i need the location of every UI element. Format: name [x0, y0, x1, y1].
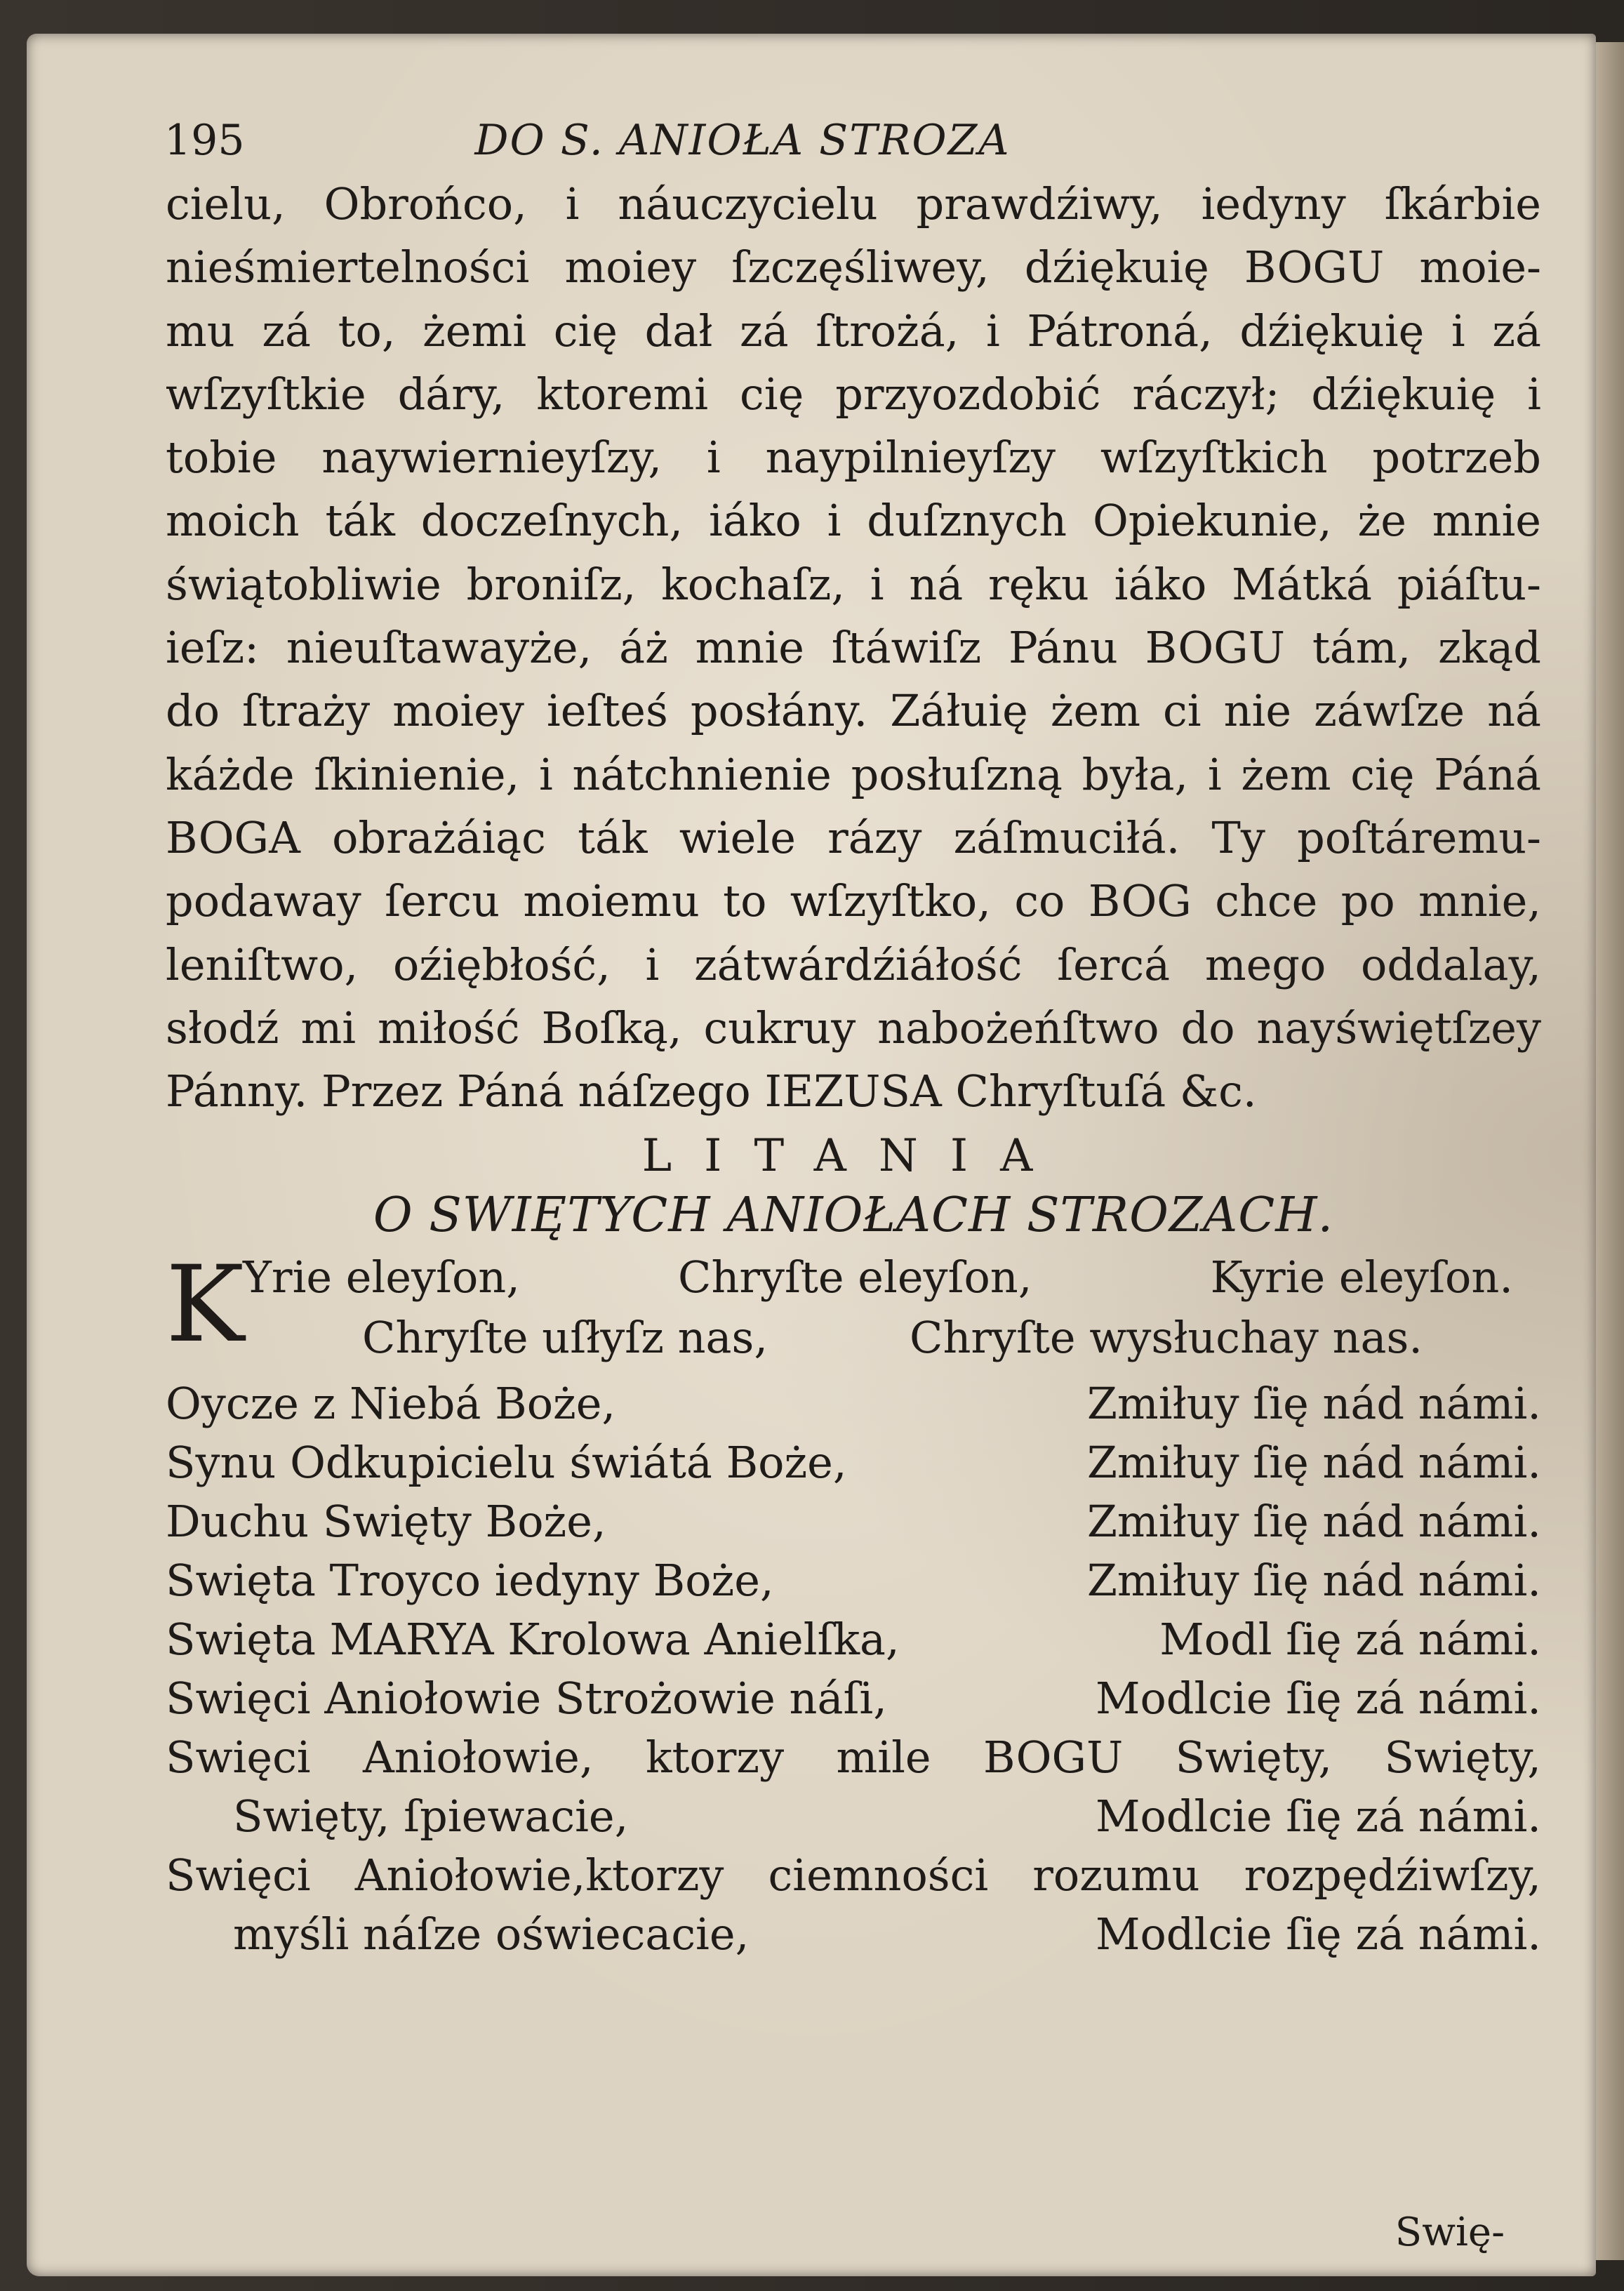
litany-invocation — [166, 1551, 1541, 1610]
prayer-line: tobie naywiernieyſzy, i naypilnieyſzy wſzyſtkich potrzeb — [166, 432, 1541, 484]
litany-invocation-multiline — [166, 1728, 1541, 1787]
invocation-text: Swięta MARYA Krolowa Anielſka, — [166, 1614, 900, 1666]
invocation-text: Synu Odkupicielu świátá Boże, — [166, 1437, 847, 1489]
page-number: 195 — [164, 116, 245, 165]
invocation-text: Oycze z Niebá Boże, — [166, 1378, 616, 1430]
running-header — [27, 112, 1596, 168]
litany-invocations — [166, 1374, 1541, 1964]
litany-invocation — [166, 1669, 1541, 1728]
invocation-text: Swięci Aniołowie,ktorzy ciemności rozumu rozpędźiwſzy, — [166, 1850, 1541, 1901]
invocation-text: Swięty, ſpiewacie, — [233, 1791, 629, 1842]
invocation-text: Swięta Troyco iedyny Boże, — [166, 1555, 774, 1607]
prayer-line: do ſtraży moiey ieſteś posłány. Záłuię żem ci nie záwſze ná — [166, 685, 1541, 737]
invocation-response: Zmiłuy ſię nád námi. — [1086, 1437, 1541, 1489]
page-body — [166, 173, 1541, 1964]
kyrie-eleison-final: Kyrie eleyſon. — [1210, 1251, 1513, 1303]
prayer-line: BOGA obrażáiąc ták wiele rázy záſmuciłá. Ty poſtáremu- — [166, 811, 1541, 863]
prayer-line: słodź mi miłość Boſką, cukruy nabożeńſtwo do nayświętſzey — [166, 1002, 1541, 1054]
prayer-line: podaway ſercu moiemu to wſzyſtko, co BOG chce po mnie, — [166, 875, 1541, 927]
christe-row — [166, 1308, 1541, 1367]
book-page — [27, 34, 1596, 2276]
prayer-line: świątobliwie broniſz, kochaſz, i ná ręku iáko Mátká piáſtu- — [166, 558, 1541, 610]
christe-exaudi: Chryſte wysłuchay nas. — [910, 1312, 1423, 1364]
christe-eleison: Chryſte eleyſon, — [678, 1251, 1032, 1303]
kyrie-block — [166, 1244, 1541, 1374]
litany-invocation — [166, 1492, 1541, 1551]
litany-invocation — [166, 1374, 1541, 1433]
invocation-response: Modlcie ſię zá námi. — [1095, 1791, 1541, 1842]
kyrie-eleison: Yrie eleyſon, — [243, 1251, 520, 1303]
prayer-line: moich ták doczeſnych, iáko i duſznych Opiekunie, że mnie — [166, 495, 1541, 547]
litany-invocation — [166, 1433, 1541, 1492]
prayer-line: cielu, Obrońco, i náuczycielu prawdźiwy, iedyny ſkárbie — [166, 178, 1541, 230]
prayer-line: wſzyſtkie dáry, ktoremi cię przyozdobić ráczył; dźiękuię i — [166, 368, 1541, 420]
invocation-text: Duchu Swięty Boże, — [166, 1496, 606, 1548]
catchword: Swię- — [1395, 2210, 1505, 2255]
invocation-response: Modl ſię zá námi. — [1159, 1614, 1541, 1666]
prayer-line: káżde ſkinienie, i nátchnienie posłuſzną była, i żem cię Páná — [166, 748, 1541, 800]
litany-invocation-multiline — [166, 1846, 1541, 1905]
litany-invocation-continuation — [166, 1787, 1541, 1846]
invocation-text: Swięci Aniołowie Strożowie náſi, — [166, 1673, 887, 1725]
running-title: DO S. ANIOŁA STROZA — [474, 116, 1011, 165]
prayer-text — [166, 173, 1541, 1123]
prayer-line: Pánny. Przez Páná náſzego IEZUSA Chryſtuſá &c. — [166, 1065, 1257, 1117]
invocation-text: myśli náſze oświecacie, — [233, 1908, 750, 1960]
prayer-line: mu zá to, żemi cię dał zá ſtrożá, i Pátroná, dźiękuię i zá — [166, 305, 1541, 357]
invocation-response: Modlcie ſię zá námi. — [1095, 1673, 1541, 1725]
litany-subtitle: O SWIĘTYCH ANIOŁACH STROZACH. — [373, 1188, 1334, 1244]
next-page-edge — [1596, 42, 1624, 2260]
christe-audi: Chryſte uſłyſz nas, — [362, 1312, 768, 1364]
prayer-line: ieſz: nieuſtawayże, áż mnie ſtáwiſz Pánu BOGU tám, zkąd — [166, 622, 1541, 674]
invocation-response: Zmiłuy ſię nád námi. — [1086, 1378, 1541, 1430]
invocation-response: Modlcie ſię zá námi. — [1095, 1908, 1541, 1960]
drop-capital: K — [166, 1244, 245, 1367]
litany-invocation-continuation — [166, 1905, 1541, 1964]
prayer-line: nieśmiertelności moiey ſzczęśliwey, dźiękuię BOGU moie- — [166, 241, 1541, 293]
invocation-response: Zmiłuy ſię nád námi. — [1086, 1496, 1541, 1548]
litany-invocation — [166, 1610, 1541, 1669]
kyrie-row — [166, 1248, 1541, 1307]
prayer-line: leniſtwo, oźiębłość, i zátwárdźiáłość ſercá mego oddalay, — [166, 938, 1541, 990]
invocation-response: Zmiłuy ſię nád námi. — [1086, 1555, 1541, 1607]
litany-title: LITANIA — [641, 1130, 1065, 1183]
invocation-text: Swięci Aniołowie, ktorzy mile BOGU Swięty, Swięty, — [166, 1732, 1541, 1784]
